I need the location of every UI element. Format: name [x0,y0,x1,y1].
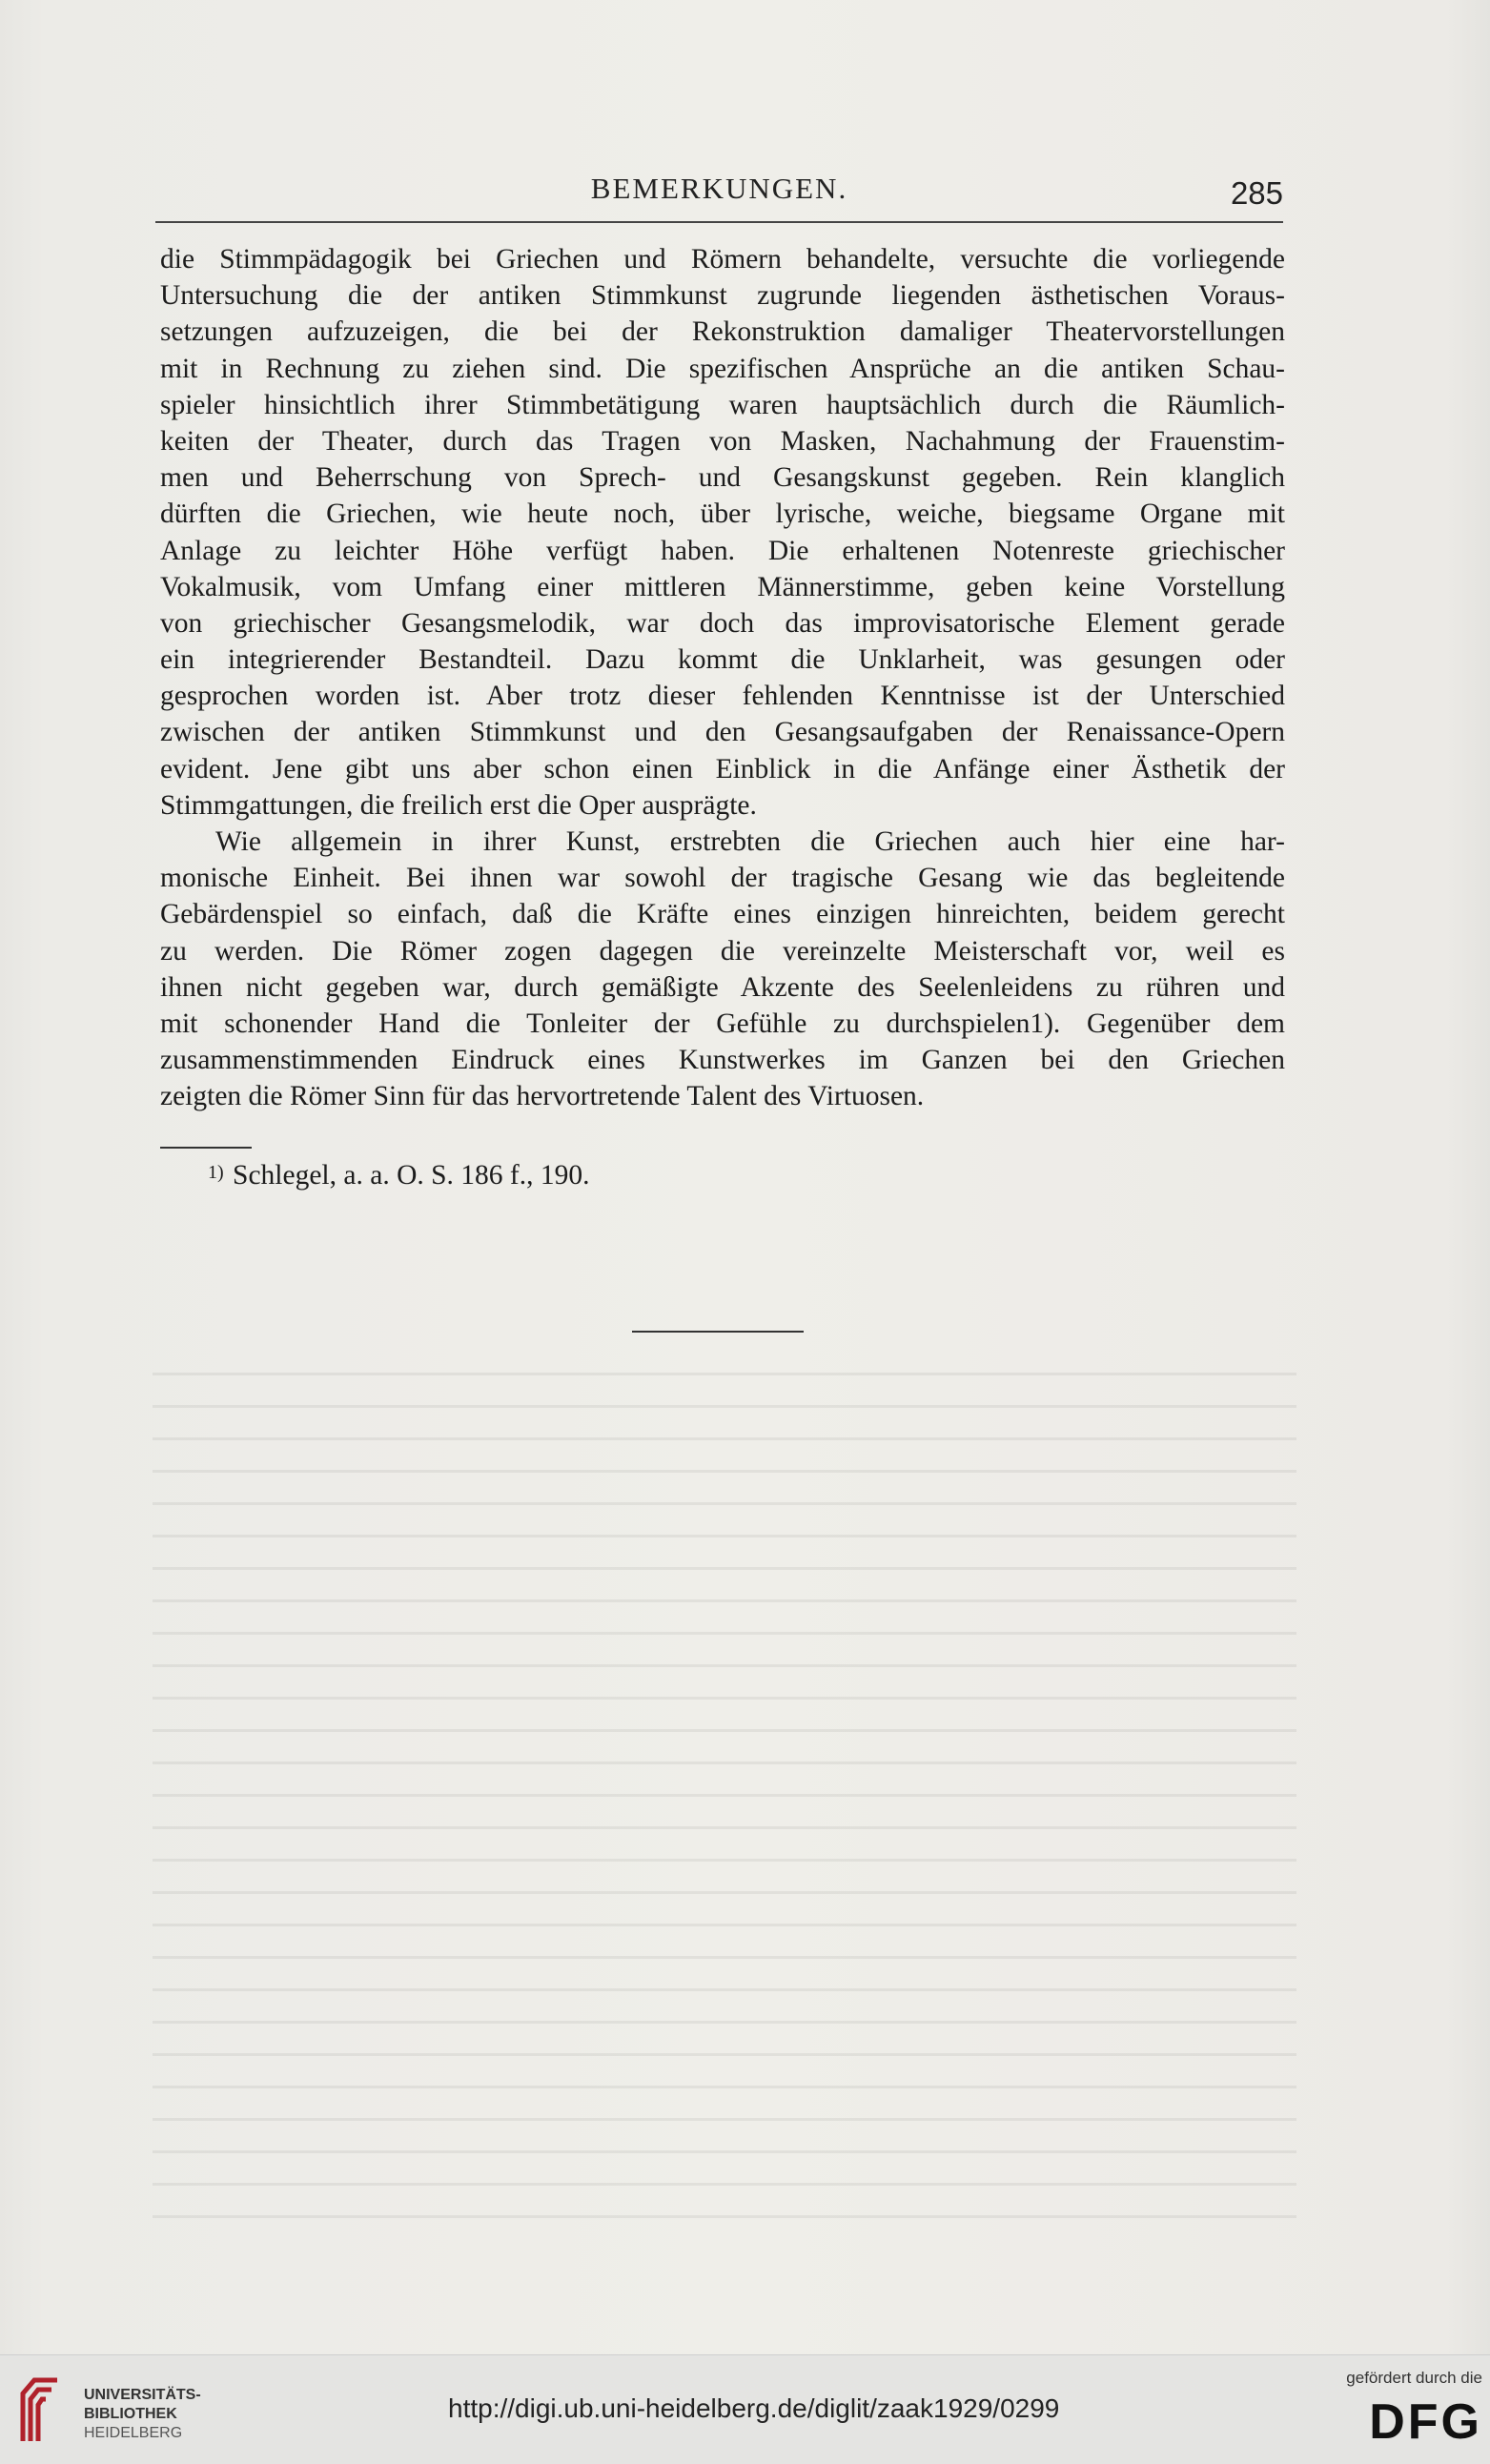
text-line: dürften die Griechen, wie heute noch, über lyrische, weiche, biegsame Organe mit [160,499,1285,530]
text-line: monische Einheit. Bei ihnen war sowohl der tragische Gesang wie das begleitende [160,863,1285,894]
text-line: gesprochen worden ist. Aber trotz dieser fehlenden Kenntnisse ist der Unterschied [160,681,1285,712]
running-title: BEMERKUNGEN. [590,172,848,205]
library-line-2: BIBLIOTHEK [84,2406,177,2422]
dfg-logo: DFG [1369,2394,1482,2450]
library-name [84,2386,201,2443]
bleed-through-texture [153,1373,1296,2230]
text-line: mit in Rechnung zu ziehen sind. Die spezifischen Ansprüche an die antiken Schau- [160,353,1285,384]
body-text [160,241,1285,1115]
text-line: mit schonender Hand die Tonleiter der Gefühle zu durchspielen1). Gegenüber dem [160,1008,1285,1039]
text-line: spieler hinsichtlich ihrer Stimmbetätigung waren hauptsächlich durch die Räumlich- [160,389,1285,420]
text-line: zeigten die Römer Sinn für das hervortretende Talent des Virtuosen. [160,1081,925,1112]
text-line: von griechischer Gesangsmelodik, war doch das improvisatorische Element gerade [160,607,1285,639]
footnote-marker: 1) [208,1162,224,1183]
page-header [155,172,1283,219]
page-number: 285 [1230,175,1283,211]
library-line-1: UNIVERSITÄTS- [84,2387,201,2403]
text-line: die Stimmpädagogik bei Griechen und Römern behandelte, versuchte die vorliegende [160,244,1285,275]
text-line: zu werden. Die Römer zogen dagegen die vereinzelte Meisterschaft vor, weil es [160,935,1285,967]
header-rule [155,221,1283,223]
permalink-url[interactable]: http://digi.ub.uni-heidelberg.de/diglit/zaak1929/0299 [448,2393,1060,2423]
viewer-footer [0,2354,1490,2464]
footnote-text: Schlegel, a. a. O. S. 186 f., 190. [233,1160,590,1191]
footnote [208,1160,589,1191]
text-line: ein integrierender Bestandteil. Dazu kommt die Unklarheit, was gesungen oder [160,644,1285,676]
text-line: evident. Jene gibt uns aber schon einen Einblick in die Anfänge einer Ästhetik der [160,753,1285,784]
library-logo[interactable] [15,2374,206,2451]
library-logo-icon [15,2374,72,2451]
text-line: ihnen nicht gegeben war, durch gemäßigte Akzente des Seelenleidens zu rühren und [160,971,1285,1003]
library-line-3: HEIDELBERG [84,2425,183,2441]
section-end-rule [632,1331,804,1333]
funding-badge[interactable] [1311,2369,1482,2454]
text-line: setzungen aufzuzeigen, die bei der Rekonstruktion damaliger Theatervorstellungen [160,316,1285,348]
text-line: Vokalmusik, vom Umfang einer mittleren Männerstimme, geben keine Vorstellung [160,571,1285,602]
text-line: Anlage zu leichter Höhe verfügt haben. Die erhaltenen Notenreste griechischer [160,535,1285,566]
text-line: Stimmgattungen, die freilich erst die Oper ausprägte. [160,789,757,821]
text-line: Wie allgemein in ihrer Kunst, erstrebten die Griechen auch hier eine har- [215,826,1285,857]
text-line: men und Beherrschung von Sprech- und Gesangskunst gegeben. Rein klanglich [160,462,1285,494]
text-line: keiten der Theater, durch das Tragen von Masken, Nachahmung der Frauenstim- [160,425,1285,457]
funding-caption: gefördert durch die [1346,2369,1482,2387]
footnote-rule [160,1147,252,1149]
text-line: zusammenstimmenden Eindruck eines Kunstwerkes im Ganzen bei den Griechen [160,1045,1285,1076]
text-line: Gebärdenspiel so einfach, daß die Kräfte eines einzigen hinreichten, beidem gerecht [160,899,1285,930]
text-line: zwischen der antiken Stimmkunst und den Gesangsaufgaben der Renaissance-Opern [160,717,1285,748]
text-line: Untersuchung die der antiken Stimmkunst zugrunde liegenden ästhetischen Voraus- [160,280,1285,312]
